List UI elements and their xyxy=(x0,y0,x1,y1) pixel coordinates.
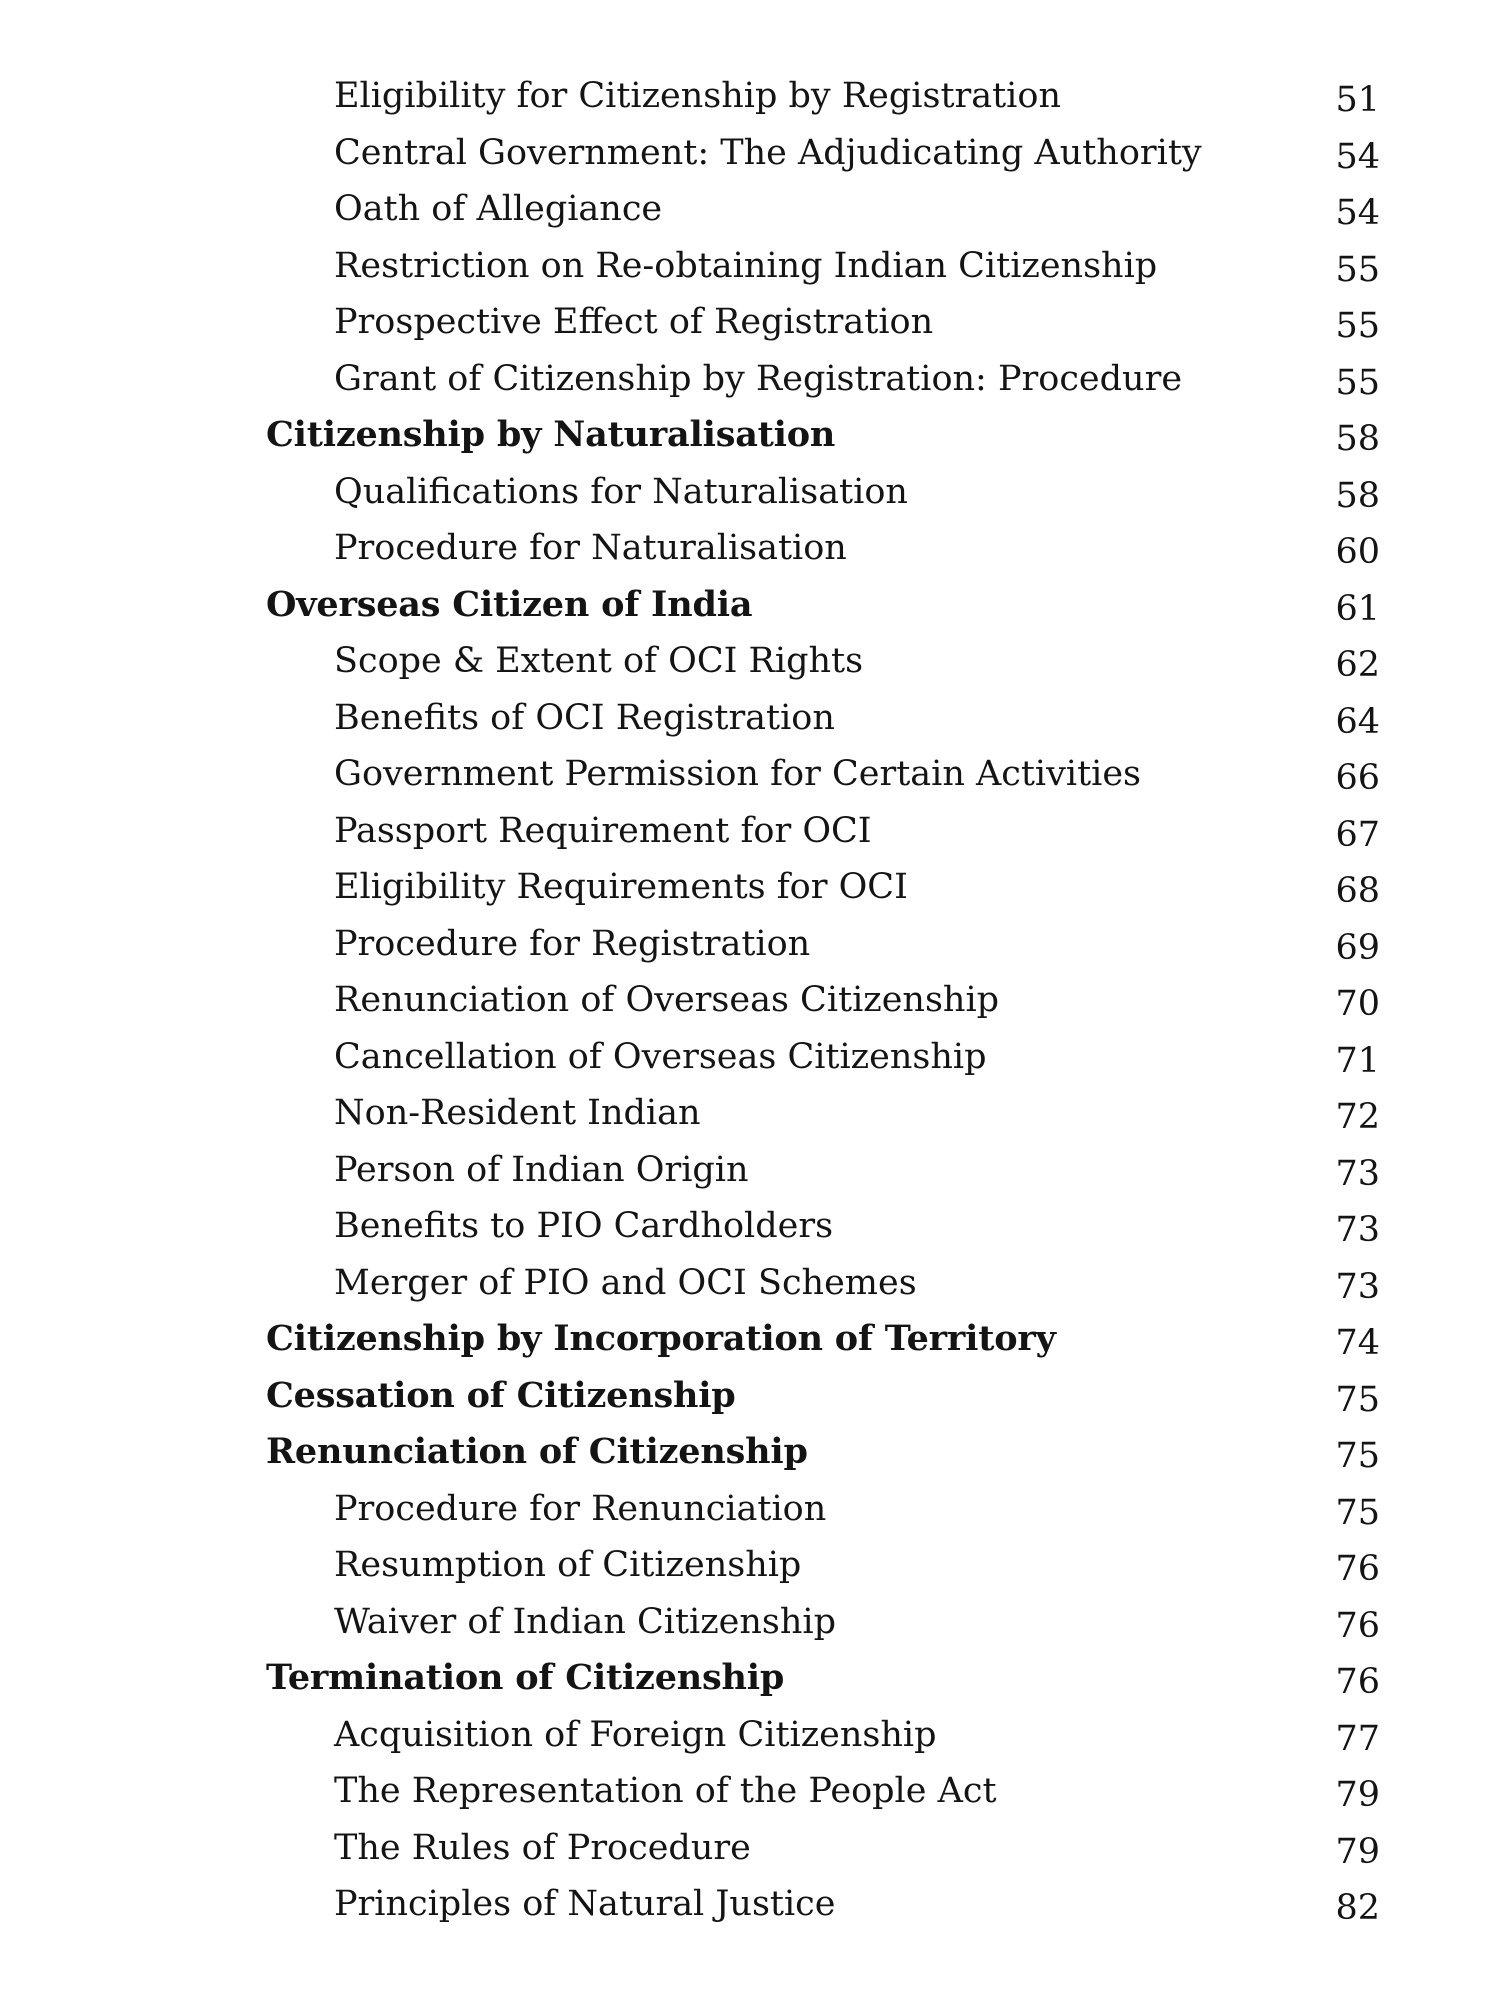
toc-entry-title: Termination of Citizenship xyxy=(266,1657,785,1698)
toc-subsection-entry xyxy=(0,238,1500,295)
table-of-contents xyxy=(0,68,1500,1933)
toc-entry-page-number: 51 xyxy=(1335,80,1380,120)
toc-entry-title: Benefits to PIO Cardholders xyxy=(334,1206,834,1246)
toc-subsection-entry xyxy=(0,1820,1500,1877)
toc-entry-page-number: 61 xyxy=(1335,588,1380,629)
toc-entry-page-number: 70 xyxy=(1335,984,1380,1024)
toc-entry-page-number: 73 xyxy=(1335,1153,1380,1194)
toc-entry-title: Merger of PIO and OCI Schemes xyxy=(334,1262,917,1303)
toc-subsection-entry xyxy=(0,633,1500,690)
toc-subsection-entry xyxy=(0,1876,1500,1933)
toc-subsection-entry xyxy=(0,746,1500,803)
toc-subsection-entry xyxy=(0,181,1500,238)
toc-entry-page-number: 58 xyxy=(1335,475,1380,516)
toc-entry-title: Government Permission for Certain Activities xyxy=(334,754,1142,794)
toc-entry-page-number: 55 xyxy=(1335,249,1380,290)
toc-entry-title: Citizenship by Naturalisation xyxy=(266,414,836,455)
toc-entry-title: Passport Requirement for OCI xyxy=(334,810,872,851)
toc-entry-title: The Representation of the People Act xyxy=(334,1771,997,1811)
toc-entry-title: Acquisition of Foreign Citizenship xyxy=(334,1714,937,1755)
toc-entry-page-number: 76 xyxy=(1335,1662,1380,1702)
toc-entry-title: Grant of Citizenship by Registration: Procedure xyxy=(334,358,1183,399)
toc-entry-title: Benefits of OCI Registration xyxy=(334,697,835,738)
toc-entry-page-number: 79 xyxy=(1335,1831,1380,1872)
toc-subsection-entry xyxy=(0,520,1500,577)
toc-entry-page-number: 75 xyxy=(1335,1379,1380,1420)
toc-entry-page-number: 75 xyxy=(1335,1492,1380,1533)
toc-entry-page-number: 76 xyxy=(1335,1549,1380,1589)
toc-entry-title: Citizenship by Incorporation of Territory xyxy=(266,1318,1056,1359)
toc-entry-page-number: 79 xyxy=(1335,1775,1380,1815)
toc-entry-page-number: 62 xyxy=(1335,645,1380,685)
toc-entry-title: Non-Resident Indian xyxy=(334,1093,701,1133)
toc-entry-title: Procedure for Naturalisation xyxy=(334,528,847,568)
toc-section-heading xyxy=(0,577,1500,634)
toc-subsection-entry xyxy=(0,916,1500,973)
toc-entry-title: Scope & Extent of OCI Rights xyxy=(334,641,864,681)
toc-entry-title: Eligibility for Citizenship by Registration xyxy=(334,76,1061,116)
toc-entry-title: Resumption of Citizenship xyxy=(334,1545,802,1585)
toc-subsection-entry xyxy=(0,690,1500,747)
toc-entry-page-number: 75 xyxy=(1335,1436,1380,1476)
toc-entry-page-number: 73 xyxy=(1335,1266,1380,1307)
toc-entry-title: Prospective Effect of Registration xyxy=(334,302,934,342)
toc-entry-page-number: 55 xyxy=(1335,306,1380,346)
toc-entry-title: The Rules of Procedure xyxy=(334,1827,751,1868)
toc-entry-title: Overseas Citizen of India xyxy=(266,583,753,625)
toc-section-heading xyxy=(0,1424,1500,1481)
toc-subsection-entry xyxy=(0,1142,1500,1199)
toc-subsection-entry xyxy=(0,1255,1500,1312)
toc-entry-page-number: 69 xyxy=(1335,927,1380,968)
toc-entry-title: Cessation of Citizenship xyxy=(266,1374,736,1416)
toc-entry-page-number: 76 xyxy=(1335,1605,1380,1646)
toc-entry-title: Oath of Allegiance xyxy=(334,189,663,229)
toc-subsection-entry xyxy=(0,68,1500,125)
toc-entry-title: Person of Indian Origin xyxy=(334,1149,749,1190)
toc-entry-title: Central Government: The Adjudicating Authority xyxy=(334,132,1202,173)
toc-subsection-entry xyxy=(0,1594,1500,1651)
toc-section-heading xyxy=(0,1368,1500,1425)
toc-section-heading xyxy=(0,1650,1500,1707)
toc-entry-page-number: 67 xyxy=(1335,814,1380,855)
toc-entry-title: Principles of Natural Justice xyxy=(334,1884,836,1924)
toc-entry-page-number: 74 xyxy=(1335,1323,1380,1363)
toc-entry-title: Cancellation of Overseas Citizenship xyxy=(334,1036,987,1077)
toc-entry-title: Renunciation of Citizenship xyxy=(266,1431,808,1472)
toc-entry-title: Waiver of Indian Citizenship xyxy=(334,1601,837,1642)
toc-subsection-entry xyxy=(0,464,1500,521)
toc-subsection-entry xyxy=(0,972,1500,1029)
toc-subsection-entry xyxy=(0,1198,1500,1255)
toc-entry-title: Procedure for Registration xyxy=(334,923,811,964)
toc-subsection-entry xyxy=(0,1763,1500,1820)
toc-subsection-entry xyxy=(0,1537,1500,1594)
toc-entry-title: Restriction on Re-obtaining Indian Citizenship xyxy=(334,245,1158,286)
toc-section-heading xyxy=(0,407,1500,464)
toc-subsection-entry xyxy=(0,351,1500,408)
toc-entry-page-number: 68 xyxy=(1335,871,1380,911)
toc-subsection-entry xyxy=(0,125,1500,182)
toc-entry-page-number: 55 xyxy=(1335,362,1380,403)
toc-entry-page-number: 54 xyxy=(1335,193,1380,233)
toc-entry-page-number: 72 xyxy=(1335,1097,1380,1137)
toc-entry-page-number: 58 xyxy=(1335,419,1380,459)
toc-subsection-entry xyxy=(0,294,1500,351)
toc-entry-page-number: 64 xyxy=(1335,701,1380,742)
toc-subsection-entry xyxy=(0,1029,1500,1086)
toc-subsection-entry xyxy=(0,1085,1500,1142)
toc-subsection-entry xyxy=(0,1707,1500,1764)
toc-entry-page-number: 60 xyxy=(1335,532,1380,572)
toc-subsection-entry xyxy=(0,803,1500,860)
toc-subsection-entry xyxy=(0,1481,1500,1538)
toc-entry-page-number: 71 xyxy=(1335,1040,1380,1081)
toc-entry-title: Eligibility Requirements for OCI xyxy=(334,867,908,907)
toc-entry-page-number: 54 xyxy=(1335,136,1380,177)
toc-entry-title: Procedure for Renunciation xyxy=(334,1488,827,1529)
toc-entry-page-number: 66 xyxy=(1335,758,1380,798)
toc-entry-page-number: 77 xyxy=(1335,1718,1380,1759)
toc-entry-page-number: 82 xyxy=(1335,1888,1380,1928)
toc-subsection-entry xyxy=(0,859,1500,916)
toc-section-heading xyxy=(0,1311,1500,1368)
toc-entry-title: Renunciation of Overseas Citizenship xyxy=(334,980,1000,1020)
toc-entry-page-number: 73 xyxy=(1335,1210,1380,1250)
toc-entry-title: Qualifications for Naturalisation xyxy=(334,471,908,512)
